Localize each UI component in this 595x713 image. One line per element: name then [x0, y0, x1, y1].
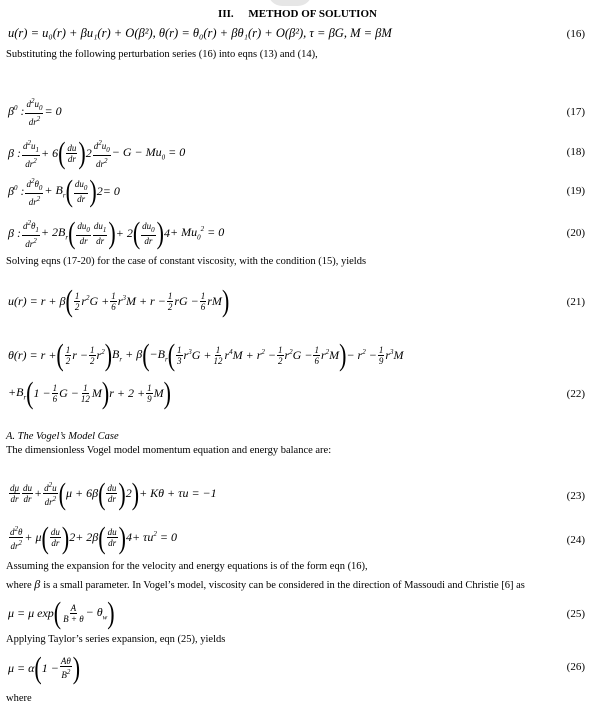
equation-18: β : $d^2u_1$ $dr^2$ + 6 ( du dr ) 2 $d^2u_0$ $dr^2$ − $G - Mu_0 = 0$ — [8, 135, 186, 171]
paragraph-small-parameter: where β is a small parameter. In Vogel’s model, viscosity can be considered in the direction of Massoudi and Christie [6] as — [6, 577, 525, 591]
equation-21: u(r) = r + β ( 1 2 $r^2G$ + $\frac{1}{6}$ $r^3M + r$ − $\frac{1}{2}$ rG − $\frac{1}{6}$ rM ) — [8, 282, 230, 318]
equation-24: $d^2\theta$ $dr^2$ + μ ( du dr ) 2 + 2β ( du dr ) 4 + $\tau u^2 = 0$ — [10, 519, 177, 555]
equation-16-number: (16) — [566, 28, 585, 40]
logo-fragment — [268, 0, 312, 6]
equation-19: $\beta^0$ : $d^2\theta_0$ $dr^2$ + $B_r$ ( $du_0$ dr ) 2 = 0 — [8, 173, 120, 209]
equation-20-number: (20) — [566, 227, 585, 239]
section-number: III. — [218, 8, 234, 20]
paragraph-small-parameter-text: is a small parameter. In Vogel’s model, viscosity can be considered in the direction of Massoudi and Christie [6] as — [43, 580, 525, 591]
section-title: METHOD OF SOLUTION — [248, 8, 377, 20]
equation-20: β : $d^2\theta_1$ $dr^2$ + $2B_r$ ( $du_0$ dr $du_1$ dr ) + 2 ( $du_0$ dr ) 4 + $Mu_0^2 = 0$ — [8, 215, 225, 251]
equation-19-number: (19) — [566, 185, 585, 197]
paragraph-substitution: Substituting the following perturbation series (16) into eqns (13) and (14), — [6, 49, 318, 60]
paragraph-solving: Solving eqns (17-20) for the case of constant viscosity, with the condition (15), yields — [6, 256, 367, 267]
equation-22-line2: $+B_r$ ( 1 − $\frac{1}{6}$ G − $\frac{1}{12}$ M ) r + 2 + $\frac{1}{9}$ M ) — [8, 374, 171, 410]
paragraph-vogel-model: The dimensionless Vogel model momentum equation and energy balance are: — [6, 445, 332, 456]
equation-16-text: u(r) = u₀(r) + βu₁(r) + O(β²), θ(r) = θ₀(r) + βθ₁(r) + O(β²), τ = βG, M = βM — [8, 26, 392, 40]
paragraph-where: where — [6, 693, 32, 704]
equation-25: μ = μ exp ( A B + θ − $\theta_w$ ) — [8, 594, 115, 630]
equation-22-line1: θ(r) = r + ( 1 2 r − $\frac{1}{2}$ $r^2$ ) $B_r + \beta$ ( $-B_r$ ( 1 3 $r^3G$ + $\frac{1}{12}$ $r^4M + r^2$ − $\frac{1}{2}$ $r^2G$ − $\frac{1}{6}$ $r^2M$ ) − $r^2$ − $\frac{1}{9}$ $r^3M$ — [8, 336, 404, 372]
equation-23: dμ dr du dr + $\frac{d^2u}{dr^2}$ ( μ + 6β ( du dr ) 2 ) + Kθ + τu = −1 — [10, 475, 217, 511]
subsection-heading: A. The Vogel’s Model Case — [6, 431, 119, 442]
equation-26-number: (26) — [566, 661, 585, 673]
equation-21-number: (21) — [566, 296, 585, 308]
paragraph-taylor: Applying Taylor’s series expansion, eqn (25), yields — [6, 634, 226, 645]
paragraph-expansion: Assuming the expansion for the velocity and energy equations is of the form eqn (16), — [6, 561, 368, 572]
equation-22-number: (22) — [566, 388, 585, 400]
equation-26: μ = α ( 1 − $\frac{A\theta}{B^2}$ ) — [8, 649, 81, 685]
paragraph-small-parameter-lead: where — [6, 580, 32, 591]
equation-17-number: (17) — [566, 106, 585, 118]
equation-16 — [8, 26, 583, 41]
section-heading — [0, 8, 595, 20]
equation-17: $\beta^0$ : $\frac{d^2u_0}{dr^2}$ = 0 — [8, 97, 62, 127]
equation-18-number: (18) — [566, 146, 585, 158]
equation-25-number: (25) — [566, 608, 585, 620]
equation-24-number: (24) — [566, 534, 585, 546]
equation-23-number: (23) — [566, 490, 585, 502]
